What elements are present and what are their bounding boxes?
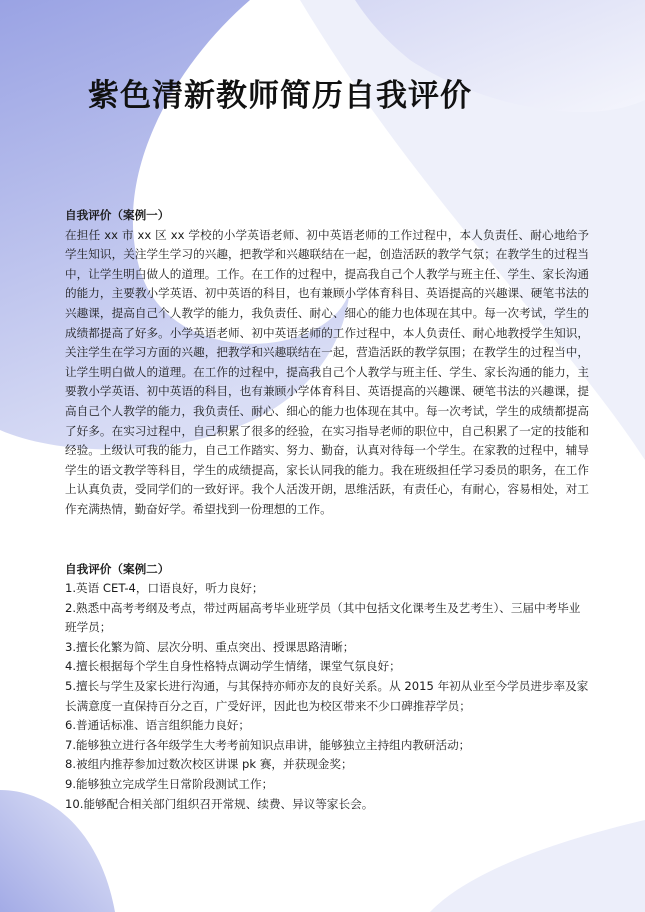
resume-content	[65, 206, 589, 814]
list-item: 8.被组内推荐参加过数次校区讲课 pk 赛，并获现金奖；	[65, 757, 353, 772]
list-item: 3.擅长化繁为简、层次分明、重点突出、授课思路清晰；	[65, 639, 355, 654]
section-heading: 自我评价（案例二）	[65, 561, 170, 576]
page-title: 紫色清新教师简历自我评价	[88, 78, 472, 114]
section-case-two	[65, 560, 589, 815]
list-item: 10.能够配合相关部门组织召开常规、续费、异议等家长会。	[65, 796, 374, 811]
list-item: 9.能够独立完成学生日常阶段测试工作；	[65, 777, 274, 792]
list-item: 2.熟悉中高考考纲及考点，带过两届高考毕业班学员（其中包括文化课考生及艺考生）、三届中考毕业班学员；	[65, 600, 581, 635]
section-paragraph: 在担任 xx 市 xx 区 xx 学校的小学英语老师、初中英语老师的工作过程中，本人负责任、耐心地给予学生知识，关注学生学习的兴趣，把教学和兴趣联结在一起，创造活跃的教学气氛；在教学生的过程当中，让学生明白做人的道理。工作。在工作的过程中，提高我自己个人教学与班主任、学生、家长沟通的能力，主要教小学英语、初中英语的科目，也有兼顾小学体育科目、英语提高的兴趣课、硬笔书法的兴趣课，提高自己个人教学的能力，我负责任、耐心、细心的能力也体现在其中。每一次考试，学生的成绩都提高了好多。小学英语老师、初中英语老师的工作过程中，本人负责任、耐心地教授学生知识，关注学生在学习方面的兴趣，把教学和兴趣联结在一起，营造活跃的教学氛围；在教学生的过程当中，让学生明白做人的道理。在工作的过程中，提高我自己个人教学与班主任、学生、家长沟通的能力，主要教小学英语、初中英语的科目，也有兼顾小学体育科目、英语提高的兴趣课、硬笔书法的兴趣课，提高自己个人教学的能力，我负责任、耐心、细心的能力也体现在其中。每一次考试，学生的成绩都提高了好多。在实习过程中，自己积累了很多的经验，在实习指导老师的职位中，自己积累了一定的技能和经验。上级认可我的能力，自己工作踏实、努力、勤奋，认真对待每一个学生。在家教的过程中，辅导学生的语文教学等科目，学生的成绩提高，家长认同我的能力。我在班级担任学习委员的职务，在工作上认真负责，受同学们的一致好评。我个人活泼开朗，思维活跃，有责任心，有耐心，容易相处，对工作充满热情，勤奋好学。希望找到一份理想的工作。	[65, 227, 589, 516]
bottom-right-wave	[430, 820, 645, 912]
section-case-one	[65, 206, 589, 520]
list-item: 5.擅长与学生及家长进行沟通，与其保持亦师亦友的良好关系。从 2015 年初从业至今学员进步率及家长满意度一直保持百分之百，广受好评，因此也为校区带来不少口碑推荐学员；	[65, 679, 589, 713]
section-heading: 自我评价（案例一）	[65, 208, 170, 222]
list-item: 7.能够独立进行各年级学生大考考前知识点串讲，能够独立主持组内教研活动；	[65, 737, 471, 752]
section-spacer	[65, 520, 589, 560]
list-item: 6.普通话标准、语言组织能力良好；	[65, 718, 250, 733]
list-item: 1.英语 CET-4，口语良好，听力良好；	[65, 581, 264, 596]
list-item: 4.擅长根据每个学生自身性格特点调动学生情绪，课堂气氛良好；	[65, 659, 401, 674]
